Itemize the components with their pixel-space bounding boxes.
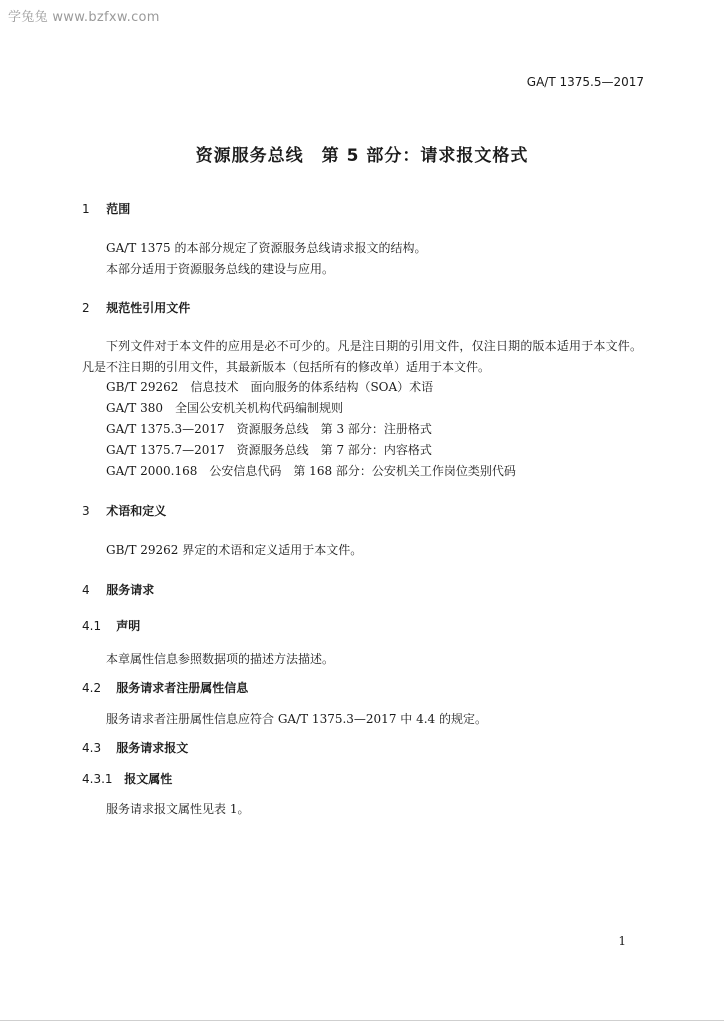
section-number: 3 [82,504,90,518]
section-4-1-heading [82,617,140,634]
section-number: 4 [82,583,90,597]
watermark: 学兔兔 www.bzfxw.com [8,10,160,25]
section-4-3-1-heading [82,770,172,787]
section-title: 规范性引用文件 [106,301,191,315]
scope-paragraph-1: GA/T 1375 的本部分规定了资源服务总线请求报文的结构。 [106,241,427,255]
section-title: 服务请求报文 [116,741,189,755]
section-2-heading [82,299,190,316]
page-bottom-divider [0,1020,724,1021]
section-title: 范围 [106,202,131,216]
reference-item: GB/T 29262 信息技术 面向服务的体系结构（SOA）术语 [106,380,434,394]
terms-paragraph: GB/T 29262 界定的术语和定义适用于本文件。 [106,543,363,557]
reference-item: GA/T 380 全国公安机关机构代码编制规则 [106,401,344,415]
section-4-2-heading [82,679,248,696]
declaration-paragraph: 本章属性信息参照数据项的描述方法描述。 [106,652,335,666]
section-title: 服务请求 [106,583,155,597]
section-title: 声明 [116,619,141,633]
section-title: 服务请求者注册属性信息 [116,681,249,695]
section-number: 4.3.1 [82,772,113,786]
normative-references-intro: 下列文件对于本文件的应用是必不可少的。凡是注日期的引用文件，仅注日期的版本适用于本文件。凡是不注日期的引用文件，其最新版本（包括所有的修改单）适用于本文件。 [82,339,642,374]
message-attributes-paragraph: 服务请求报文属性见表 1。 [106,802,250,816]
section-3-heading [82,502,166,519]
section-number: 4.1 [82,619,102,633]
reference-item: GA/T 2000.168 公安信息代码 第 168 部分：公安机关工作岗位类别代码 [106,464,516,478]
reference-item: GA/T 1375.7—2017 资源服务总线 第 7 部分：内容格式 [106,443,432,457]
scope-paragraph-2: 本部分适用于资源服务总线的建设与应用。 [106,262,335,276]
page-number: 1 [618,934,626,948]
section-4-heading [82,581,154,598]
section-number: 2 [82,301,90,315]
requester-registration-paragraph: 服务请求者注册属性信息应符合 GA/T 1375.3—2017 中 4.4 的规定。 [106,712,487,726]
section-1-heading [82,200,130,217]
section-number: 1 [82,202,90,216]
section-number: 4.2 [82,681,102,695]
page-title: 资源服务总线 第 5 部分：请求报文格式 [195,146,529,166]
section-number: 4.3 [82,741,102,755]
reference-item: GA/T 1375.3—2017 资源服务总线 第 3 部分：注册格式 [106,422,432,436]
section-4-3-heading [82,739,188,756]
standard-number: GA/T 1375.5—2017 [526,75,644,89]
section-title: 报文属性 [124,772,173,786]
section-title: 术语和定义 [106,504,167,518]
